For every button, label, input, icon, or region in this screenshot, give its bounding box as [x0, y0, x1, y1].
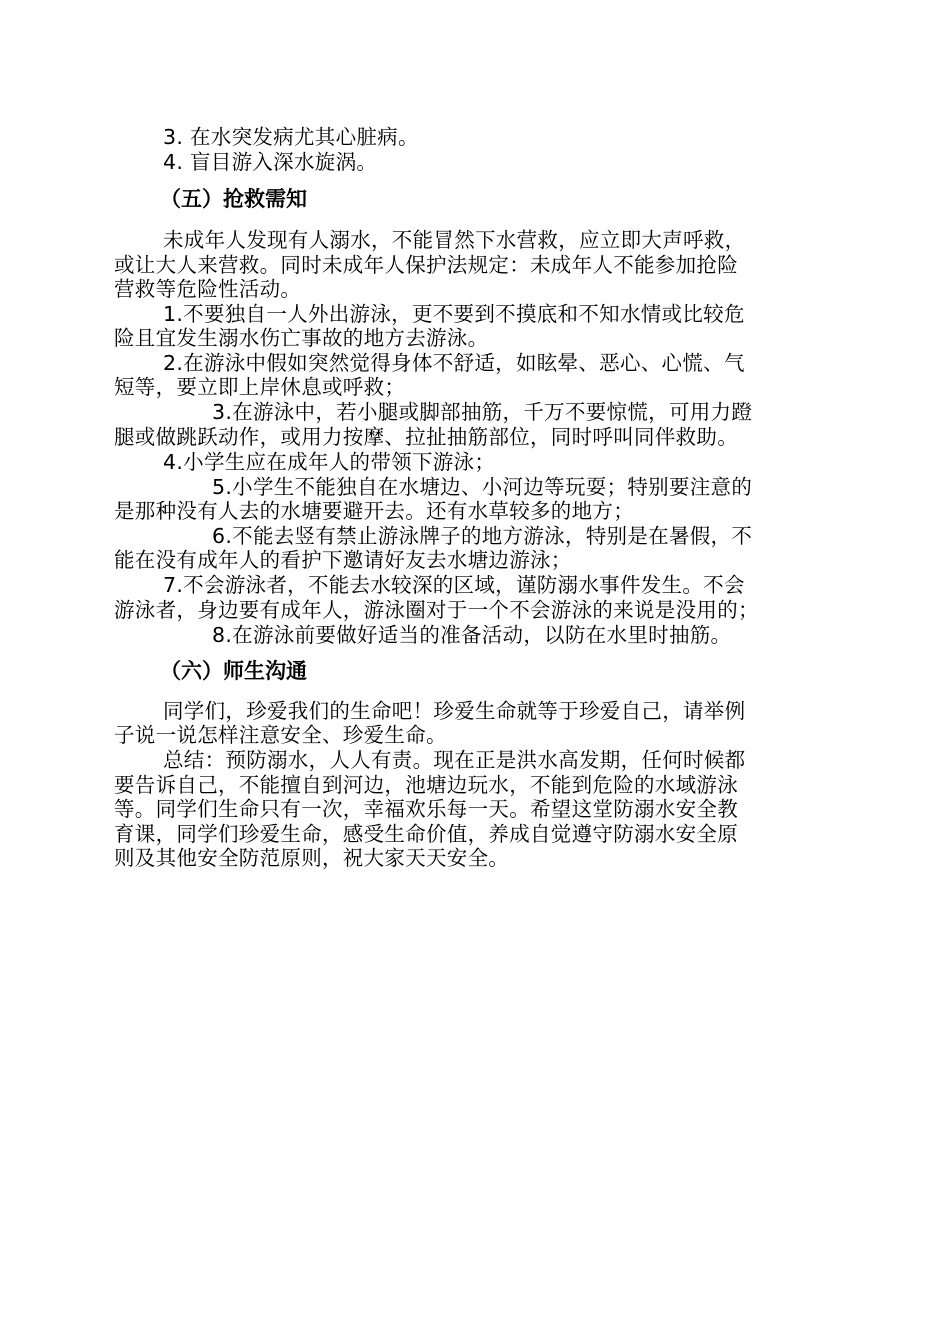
- paragraph-line: 未成年人发现有人溺水，不能冒然下水营救，应立即大声呼救，: [163, 228, 746, 252]
- section-heading-rescue: （五）抢救需知: [160, 187, 307, 211]
- tip-7-line: 7.不会游泳者，不能去水较深的区域，谨防溺水事件发生。不会: [163, 573, 745, 597]
- list-item-3: 3. 在水突发病尤其心脏病。: [163, 125, 419, 149]
- section-heading-communication: （六）师生沟通: [160, 659, 307, 683]
- tip-6-line: 能在没有成年人的看护下邀请好友去水塘边游泳；: [114, 548, 572, 572]
- tip-5-line: 是那种没有人去的水塘要避开去。还有水草较多的地方；: [114, 499, 634, 523]
- paragraph-line: 同学们，珍爱我们的生命吧！珍爱生命就等于珍爱自己，请举例: [163, 699, 746, 723]
- tip-3-line: 腿或做跳跃动作，或用力按摩、拉扯抽筋部位，同时呼叫同伴救助。: [114, 425, 738, 449]
- paragraph-line: 营救等危险性活动。: [114, 277, 302, 301]
- tip-5-line: 5.小学生不能独自在水塘边、小河边等玩耍；特别要注意的: [212, 475, 753, 499]
- summary-line: 育课，同学们珍爱生命，感受生命价值，养成自觉遵守防溺水安全原: [114, 822, 738, 846]
- summary-line: 等。同学们生命只有一次，幸福欢乐每一天。希望这堂防溺水安全教: [114, 797, 738, 821]
- tip-2-line: 2.在游泳中假如突然觉得身体不舒适，如眩晕、恶心、心慌、气: [163, 351, 745, 375]
- summary-line: 要告诉自己，不能擅自到河边，池塘边玩水，不能到危险的水域游泳: [114, 773, 738, 797]
- tip-3-line: 3.在游泳中，若小腿或脚部抽筋，千万不要惊慌，可用力蹬: [212, 400, 753, 424]
- tip-1-line: 险且宜发生溺水伤亡事故的地方去游泳。: [114, 326, 489, 350]
- summary-line: 则及其他安全防范原则，祝大家天天安全。: [114, 846, 510, 870]
- summary-line: 总结：预防溺水，人人有责。现在正是洪水高发期，任何时候都: [163, 748, 746, 772]
- tip-4-line: 4.小学生应在成年人的带领下游泳；: [163, 450, 496, 474]
- list-item-4: 4. 盲目游入深水旋涡。: [163, 150, 378, 174]
- tip-1-line: 1.不要独自一人外出游泳，更不要到不摸底和不知水情或比较危: [163, 302, 745, 326]
- tip-8-line: 8.在游泳前要做好适当的准备活动，以防在水里时抽筋。: [212, 623, 732, 647]
- tip-2-line: 短等，要立即上岸休息或呼救；: [114, 375, 406, 399]
- tip-6-line: 6.不能去竖有禁止游泳牌子的地方游泳，特别是在暑假，不: [212, 524, 753, 548]
- paragraph-line: 或让大人来营救。同时未成年人保护法规定：未成年人不能参加抢险: [114, 253, 738, 277]
- tip-7-line: 游泳者，身边要有成年人，游泳圈对于一个不会游泳的来说是没用的；: [114, 598, 759, 622]
- paragraph-line: 子说一说怎样注意安全、珍爱生命。: [114, 723, 447, 747]
